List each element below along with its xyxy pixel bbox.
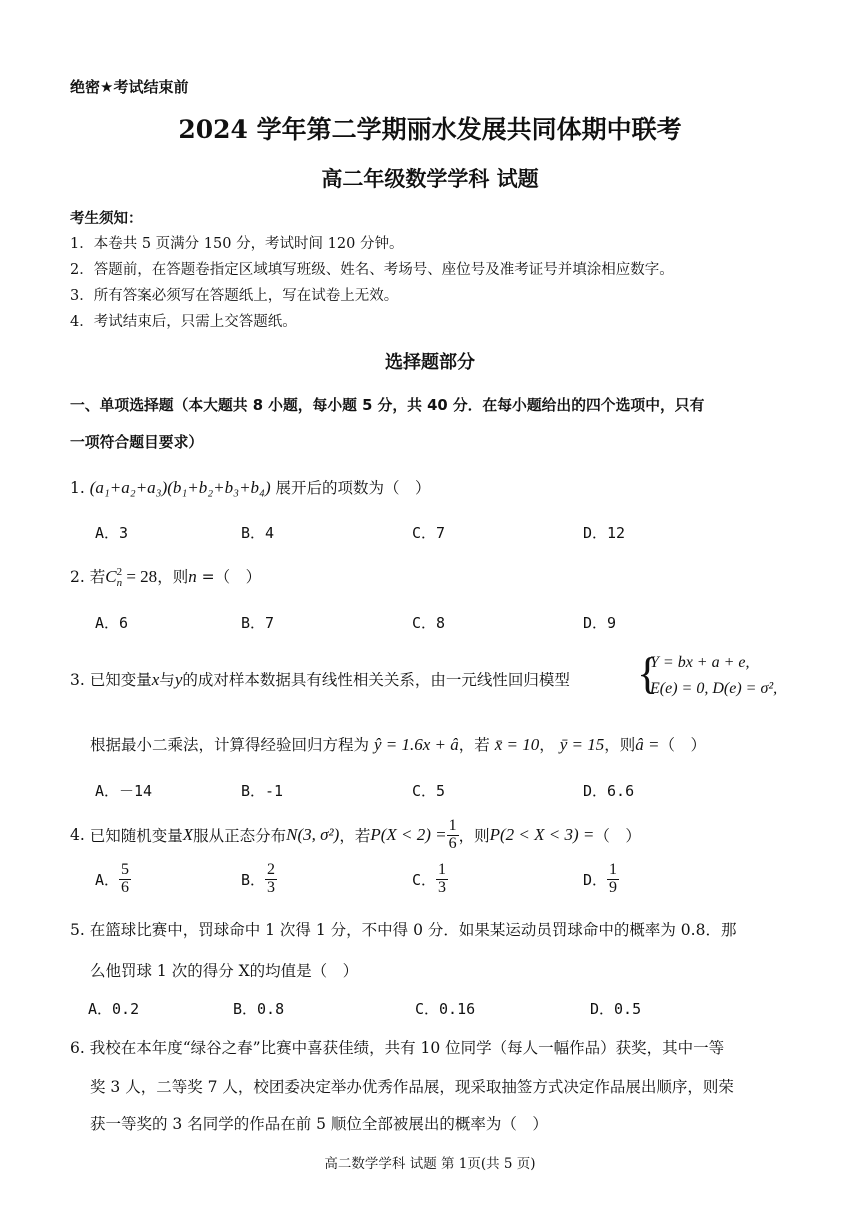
q4-text: 已知随机变量 xyxy=(89,827,183,845)
frac-num: 5 xyxy=(121,861,130,878)
question-6-line2: 奖 3 人，二等奖 7 人，校团委决定举办优秀作品展，现采取抽签方式决定作品展出顺序，则荣 xyxy=(90,1078,734,1096)
q3-ybar: ȳ = 15 xyxy=(559,735,605,754)
q5-option-c: C．0.16 xyxy=(415,1000,476,1018)
q2-sup: 2 xyxy=(116,566,123,578)
q3-xbar: x̄ = 10 xyxy=(494,735,540,754)
q4-option-d xyxy=(583,862,619,897)
q3-system-line1: Y = bx + a + e, xyxy=(650,654,750,671)
q3-ahat: â = xyxy=(635,735,660,754)
q3-text: ，若 xyxy=(458,736,490,754)
notice-item: 4．考试结束后，只需上交答题纸。 xyxy=(70,314,297,330)
q3-regression: ŷ = 1.6x + â xyxy=(373,735,459,754)
frac-num: 2 xyxy=(267,861,276,878)
q2-var: n xyxy=(188,567,197,586)
secret-label: 绝密★考试结束前 xyxy=(70,78,189,96)
q3-text: （ ） xyxy=(659,736,706,754)
q3-text: ， xyxy=(539,736,555,754)
question-2 xyxy=(70,565,261,589)
question-number: 3. xyxy=(70,671,85,689)
option-fraction xyxy=(119,862,131,897)
q4-prob2: P(2 < X < 3) = xyxy=(489,825,595,844)
notice-heading: 考生须知： xyxy=(70,211,143,227)
q2-option-a: A．6 xyxy=(95,614,129,632)
q4-fraction xyxy=(447,818,459,853)
question-5-line2: 么他罚球 1 次的得分 X的均值是（ ） xyxy=(90,962,359,980)
option-fraction xyxy=(436,862,448,897)
q1-option-b: B．4 xyxy=(241,524,275,542)
option-fraction xyxy=(265,862,277,897)
q4-distribution: N(3, σ²) xyxy=(286,825,340,844)
q3-text: 的成对样本数据具有线性相关关系，由一元线性回归模型 xyxy=(182,671,570,689)
question-1 xyxy=(70,476,431,498)
question-6-line3: 获一等奖的 3 名同学的作品在前 5 顺位全部被展出的概率为（ ） xyxy=(90,1115,548,1133)
q3-text: 已知变量 xyxy=(89,671,152,689)
q1-option-a: A．3 xyxy=(95,524,129,542)
q4-option-c xyxy=(412,862,448,897)
q4-text: ，则 xyxy=(458,827,490,845)
question-3-line2 xyxy=(90,733,706,755)
q1-expression: (a₁+a₂+a₃)(b₁+b₂+b₃+b₄) xyxy=(89,478,271,497)
q1-text: 展开后的项数为（ ） xyxy=(275,479,431,497)
q3-text: 与 xyxy=(159,671,175,689)
system-brace: { xyxy=(637,649,659,698)
part-instructions-line2: 一项符合题目要求） xyxy=(70,434,204,451)
q3-y: y xyxy=(174,670,183,689)
q4-option-a xyxy=(95,862,131,897)
q5-option-d: D．0.5 xyxy=(590,1000,642,1018)
frac-num: 1 xyxy=(448,816,457,834)
q2-option-d: D．9 xyxy=(583,614,617,632)
part-instructions-line1: 一、单项选择题（本大题共 8 小题，每小题 5 分，共 40 分．在每小题给出的四个选项中，只有 xyxy=(70,397,705,414)
option-label: C． xyxy=(412,870,437,889)
frac-den: 6 xyxy=(121,878,130,896)
frac-den: 6 xyxy=(448,834,457,852)
notice-item: 1．本卷共 5 页满分 150 分，考试时间 120 分钟。 xyxy=(70,236,404,252)
option-label: D． xyxy=(583,870,608,889)
q3-option-a: A．－14 xyxy=(95,782,153,800)
q3-system-line2: E(e) = 0, D(e) = σ², xyxy=(650,680,778,697)
option-label: A． xyxy=(95,870,120,889)
frac-den: 3 xyxy=(438,878,447,896)
exam-subtitle: 高二年级数学学科 试题 xyxy=(321,166,539,191)
q4-text: 服从正态分布 xyxy=(193,827,287,845)
q4-text: ，若 xyxy=(339,827,371,845)
frac-num: 1 xyxy=(438,861,447,878)
frac-num: 1 xyxy=(609,861,618,878)
q2-option-c: C．8 xyxy=(412,614,446,632)
q3-x: x xyxy=(151,670,160,689)
section-title: 选择题部分 xyxy=(385,352,475,373)
option-fraction xyxy=(607,862,619,897)
q1-option-d: D．12 xyxy=(583,524,626,542)
frac-den: 9 xyxy=(609,878,618,896)
q2-text: ，则 xyxy=(157,568,189,586)
q3-option-d: D．6.6 xyxy=(583,782,635,800)
q4-text: （ ） xyxy=(594,827,641,845)
q3-text: ，则 xyxy=(604,736,636,754)
q2-sub: n xyxy=(116,577,123,589)
q4-X: X xyxy=(182,825,194,844)
q5-option-a: A．0.2 xyxy=(88,1000,140,1018)
question-number: 4. xyxy=(70,826,85,844)
q2-prefix: 若 xyxy=(89,568,106,586)
q1-option-c: C．7 xyxy=(412,524,446,542)
q2-combination: C xyxy=(105,567,117,586)
q2-option-b: B．7 xyxy=(241,614,275,632)
question-5-line1: 5. 在篮球比赛中，罚球命中 1 次得 1 分，不中得 0 分．如果某运动员罚球命中的概率为 0.8．那 xyxy=(70,921,737,939)
q4-option-b xyxy=(241,862,277,897)
question-number: 2. xyxy=(70,568,85,586)
q2-eq: = 28 xyxy=(122,567,158,586)
notice-item: 3．所有答案必须写在答题纸上，写在试卷上无效。 xyxy=(70,288,399,304)
q3-option-c: C．5 xyxy=(412,782,446,800)
q3-option-b: B．-1 xyxy=(241,782,284,800)
frac-den: 3 xyxy=(267,878,276,896)
page-footer: 高二数学学科 试题 第 1页(共 5 页) xyxy=(324,1156,536,1172)
question-4 xyxy=(70,815,641,855)
exam-title: 2024 学年第二学期丽水发展共同体期中联考 xyxy=(178,115,682,144)
q5-option-b: B．0.8 xyxy=(233,1000,285,1018)
question-number: 1. xyxy=(70,479,85,497)
q2-tail: =（ ） xyxy=(196,568,262,586)
option-label: B． xyxy=(241,870,266,889)
q3-text: 根据最小二乘法，计算得经验回归方程为 xyxy=(90,736,370,754)
question-6-line1: 6. 我校在本年度“绿谷之春”比赛中喜获佳绩，共有 10 位同学（每人一幅作品）获奖，其中一等 xyxy=(70,1039,725,1057)
q4-prob1: P(X < 2) = xyxy=(370,825,447,844)
notice-item: 2．答题前，在答题卷指定区域填写班级、姓名、考场号、座位号及准考证号并填涂相应数字。 xyxy=(70,262,674,278)
question-3 xyxy=(70,668,570,690)
